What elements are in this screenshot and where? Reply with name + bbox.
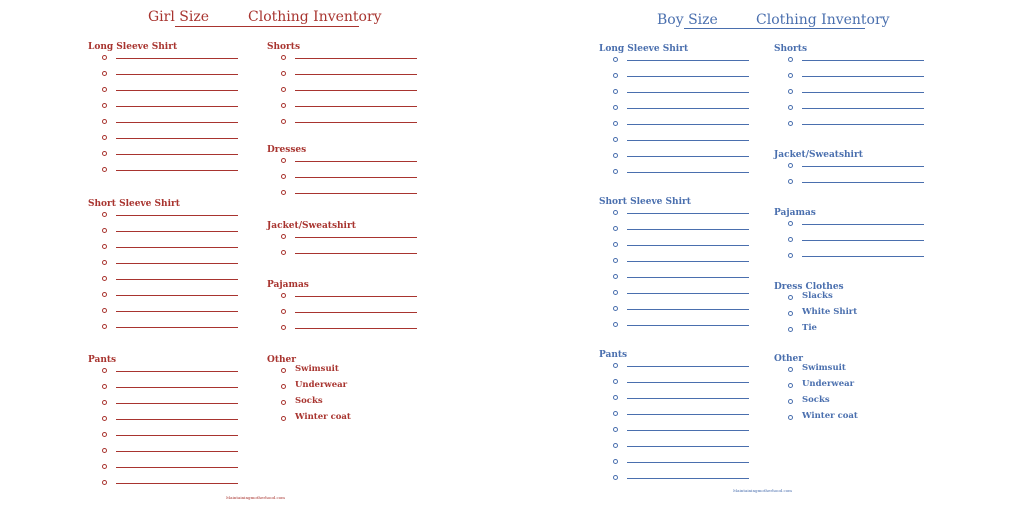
hollow-circle-icon: [281, 250, 286, 255]
write-in-line[interactable]: [627, 325, 749, 326]
write-in-line[interactable]: [627, 366, 749, 367]
hollow-circle-icon: [613, 395, 618, 400]
boy-section-pajamas: [774, 207, 816, 267]
hollow-circle-icon: [613, 459, 618, 464]
hollow-circle-icon: [613, 427, 618, 432]
hollow-circle-icon: [788, 399, 793, 404]
write-in-line[interactable]: [802, 166, 924, 167]
list-item: [774, 251, 816, 267]
write-in-line[interactable]: [116, 138, 238, 139]
boy-section-pants: [599, 349, 627, 489]
list-item: [774, 71, 807, 87]
list-item: [599, 55, 688, 71]
section-title: Other: [774, 354, 804, 364]
girl-section-dresses: [267, 144, 306, 204]
item-label: Slacks: [802, 291, 833, 301]
boy-inventory-title: Clothing Inventory: [756, 12, 890, 28]
list-item: [267, 248, 356, 264]
list-item: [267, 412, 351, 430]
write-in-line[interactable]: [116, 467, 238, 468]
hollow-circle-icon: [788, 105, 793, 110]
hollow-circle-icon: [281, 174, 286, 179]
hollow-circle-icon: [281, 158, 286, 163]
list-item: [774, 395, 830, 413]
write-in-line[interactable]: [116, 327, 238, 328]
write-in-line[interactable]: [802, 256, 924, 257]
hollow-circle-icon: [281, 309, 286, 314]
list-item: [88, 366, 116, 382]
write-in-line[interactable]: [802, 60, 924, 61]
write-in-line[interactable]: [627, 229, 749, 230]
hollow-circle-icon: [102, 260, 107, 265]
list-item: [774, 103, 807, 119]
list-item: [88, 446, 116, 462]
girl-section-pants: [88, 354, 116, 494]
list-item: [599, 135, 688, 151]
hollow-circle-icon: [613, 89, 618, 94]
hollow-circle-icon: [613, 379, 618, 384]
list-item: [774, 177, 863, 193]
section-title: Dresses: [267, 145, 307, 155]
list-item: [88, 101, 177, 117]
hollow-circle-icon: [281, 325, 286, 330]
section-title: Long Sleeve Shirt: [88, 42, 178, 52]
write-in-line[interactable]: [295, 253, 417, 254]
write-in-line[interactable]: [802, 124, 924, 125]
write-in-line[interactable]: [627, 92, 749, 93]
write-in-line[interactable]: [295, 106, 417, 107]
hollow-circle-icon: [102, 324, 107, 329]
list-item: [267, 53, 300, 69]
list-item: [774, 363, 846, 381]
list-item: [88, 69, 177, 85]
write-in-line[interactable]: [116, 215, 238, 216]
hollow-circle-icon: [102, 368, 107, 373]
section-title: Shorts: [774, 44, 808, 54]
hollow-circle-icon: [788, 221, 793, 226]
list-item: [599, 304, 691, 320]
write-in-line[interactable]: [116, 90, 238, 91]
hollow-circle-icon: [613, 306, 618, 311]
hollow-circle-icon: [102, 212, 107, 217]
hollow-circle-icon: [102, 448, 107, 453]
write-in-line[interactable]: [116, 154, 238, 155]
write-in-line[interactable]: [802, 76, 924, 77]
hollow-circle-icon: [788, 253, 793, 258]
list-item: [88, 462, 116, 478]
list-item: [267, 396, 323, 414]
list-item: [88, 414, 116, 430]
hollow-circle-icon: [788, 163, 793, 168]
list-item: [267, 188, 306, 204]
hollow-circle-icon: [102, 55, 107, 60]
write-in-line[interactable]: [116, 247, 238, 248]
hollow-circle-icon: [102, 464, 107, 469]
list-item: [599, 425, 627, 441]
write-in-line[interactable]: [627, 309, 749, 310]
hollow-circle-icon: [613, 137, 618, 142]
section-title: Pajamas: [267, 280, 309, 290]
write-in-line[interactable]: [116, 295, 238, 296]
write-in-line[interactable]: [116, 311, 238, 312]
list-item: [599, 272, 691, 288]
hollow-circle-icon: [788, 295, 793, 300]
list-item: [599, 224, 691, 240]
hollow-circle-icon: [102, 167, 107, 172]
hollow-circle-icon: [281, 293, 286, 298]
list-item: [88, 242, 180, 258]
hollow-circle-icon: [788, 311, 793, 316]
hollow-circle-icon: [613, 121, 618, 126]
item-label: Swimsuit: [802, 363, 846, 373]
write-in-line[interactable]: [627, 261, 749, 262]
write-in-line[interactable]: [627, 172, 749, 173]
write-in-line[interactable]: [295, 177, 417, 178]
section-title: Pajamas: [774, 208, 816, 218]
list-item: [599, 87, 688, 103]
section-title: Short Sleeve Shirt: [88, 199, 180, 209]
boy-size-title: Boy Size: [657, 12, 718, 28]
list-item: [599, 393, 627, 409]
girl-header: [0, 0, 512, 40]
write-in-line[interactable]: [627, 414, 749, 415]
write-in-line[interactable]: [295, 122, 417, 123]
list-item: [599, 151, 688, 167]
write-in-line[interactable]: [116, 419, 238, 420]
hollow-circle-icon: [281, 190, 286, 195]
hollow-circle-icon: [102, 384, 107, 389]
boy-section-long-sleeve: [599, 43, 688, 183]
list-item: [88, 149, 177, 165]
boy-inventory-sheet: [512, 0, 1024, 512]
list-item: [88, 85, 177, 101]
list-item: [88, 478, 116, 494]
list-item: [88, 133, 177, 149]
list-item: [88, 165, 177, 181]
list-item: [774, 235, 816, 251]
list-item: [599, 473, 627, 489]
write-in-line[interactable]: [295, 312, 417, 313]
write-in-line[interactable]: [295, 237, 417, 238]
list-item: [267, 323, 309, 339]
write-in-line[interactable]: [116, 451, 238, 452]
write-in-line[interactable]: [627, 124, 749, 125]
write-in-line[interactable]: [627, 277, 749, 278]
list-item: [267, 364, 339, 382]
hollow-circle-icon: [102, 308, 107, 313]
write-in-line[interactable]: [295, 90, 417, 91]
item-label: White Shirt: [802, 307, 858, 317]
hollow-circle-icon: [102, 244, 107, 249]
write-in-line[interactable]: [627, 213, 749, 214]
hollow-circle-icon: [613, 242, 618, 247]
list-item: [774, 161, 863, 177]
write-in-line[interactable]: [802, 224, 924, 225]
list-item: [599, 361, 627, 377]
hollow-circle-icon: [102, 151, 107, 156]
list-item: [267, 172, 306, 188]
write-in-line[interactable]: [627, 293, 749, 294]
item-label: Tie: [802, 323, 817, 333]
hollow-circle-icon: [788, 73, 793, 78]
write-in-line[interactable]: [116, 403, 238, 404]
hollow-circle-icon: [788, 415, 793, 420]
item-label: Winter coat: [802, 411, 858, 421]
write-in-line[interactable]: [627, 140, 749, 141]
write-in-line[interactable]: [295, 296, 417, 297]
hollow-circle-icon: [102, 228, 107, 233]
write-in-line[interactable]: [627, 446, 749, 447]
hollow-circle-icon: [613, 57, 618, 62]
list-item: [599, 256, 691, 272]
write-in-line[interactable]: [295, 74, 417, 75]
write-in-line[interactable]: [627, 478, 749, 479]
list-item: [599, 208, 691, 224]
list-item: [599, 288, 691, 304]
girl-footer: Maintainingmotherhood.com: [226, 495, 285, 500]
write-in-line[interactable]: [116, 483, 238, 484]
hollow-circle-icon: [613, 226, 618, 231]
list-item: [774, 219, 816, 235]
hollow-circle-icon: [102, 276, 107, 281]
item-label: Socks: [802, 395, 830, 405]
list-item: [599, 240, 691, 256]
write-in-line[interactable]: [802, 240, 924, 241]
hollow-circle-icon: [788, 383, 793, 388]
list-item: [267, 117, 300, 133]
write-in-line[interactable]: [627, 60, 749, 61]
write-in-line[interactable]: [116, 122, 238, 123]
list-item: [599, 377, 627, 393]
hollow-circle-icon: [102, 292, 107, 297]
list-item: [599, 103, 688, 119]
hollow-circle-icon: [281, 416, 286, 421]
hollow-circle-icon: [102, 119, 107, 124]
write-in-line[interactable]: [295, 328, 417, 329]
write-in-line[interactable]: [116, 263, 238, 264]
write-in-line[interactable]: [116, 435, 238, 436]
list-item: [267, 380, 348, 398]
list-item: [88, 274, 180, 290]
girl-size-title: Girl Size: [148, 9, 210, 25]
section-title: Jacket/Sweatshirt: [774, 150, 863, 160]
list-item: [267, 307, 309, 323]
item-label: Socks: [295, 396, 323, 406]
hollow-circle-icon: [613, 443, 618, 448]
hollow-circle-icon: [788, 57, 793, 62]
list-item: [774, 87, 807, 103]
list-item: [88, 258, 180, 274]
item-label: Underwear: [295, 380, 348, 390]
list-item: [774, 379, 855, 397]
list-item: [774, 119, 807, 135]
girl-section-long-sleeve: [88, 41, 177, 181]
list-item: [599, 457, 627, 473]
hollow-circle-icon: [788, 237, 793, 242]
hollow-circle-icon: [102, 135, 107, 140]
list-item: [774, 411, 858, 429]
list-item: [267, 85, 300, 101]
item-label: Swimsuit: [295, 364, 339, 374]
hollow-circle-icon: [613, 105, 618, 110]
girl-section-pajamas: [267, 279, 309, 339]
list-item: [88, 306, 180, 322]
girl-inventory-title: Clothing Inventory: [248, 9, 382, 25]
hollow-circle-icon: [613, 411, 618, 416]
boy-header: [512, 0, 1024, 40]
write-in-line[interactable]: [627, 430, 749, 431]
boy-section-jacket: [774, 149, 863, 193]
section-title: Long Sleeve Shirt: [599, 44, 689, 54]
hollow-circle-icon: [613, 169, 618, 174]
section-title: Short Sleeve Shirt: [599, 197, 691, 207]
section-title: Pants: [599, 350, 628, 360]
hollow-circle-icon: [102, 480, 107, 485]
list-item: [599, 119, 688, 135]
boy-section-other: [774, 353, 858, 429]
write-in-line[interactable]: [627, 462, 749, 463]
write-in-line[interactable]: [295, 161, 417, 162]
list-item: [88, 382, 116, 398]
write-in-line[interactable]: [116, 387, 238, 388]
section-title: Jacket/Sweatshirt: [267, 221, 356, 231]
hollow-circle-icon: [281, 368, 286, 373]
list-item: [88, 430, 116, 446]
hollow-circle-icon: [102, 71, 107, 76]
boy-section-shorts: [774, 43, 807, 135]
item-label: Winter coat: [295, 412, 351, 422]
hollow-circle-icon: [281, 103, 286, 108]
hollow-circle-icon: [281, 119, 286, 124]
list-item: [599, 320, 691, 336]
list-item: [88, 398, 116, 414]
list-item: [267, 156, 306, 172]
hollow-circle-icon: [613, 322, 618, 327]
list-item: [774, 55, 807, 71]
item-label: Underwear: [802, 379, 855, 389]
list-item: [88, 226, 180, 242]
hollow-circle-icon: [102, 103, 107, 108]
boy-section-dress-clothes: [774, 281, 858, 341]
write-in-line[interactable]: [627, 382, 749, 383]
hollow-circle-icon: [613, 363, 618, 368]
write-in-line[interactable]: [802, 182, 924, 183]
list-item: [88, 210, 180, 226]
section-title: Pants: [88, 355, 117, 365]
section-title: Dress Clothes: [774, 282, 844, 292]
hollow-circle-icon: [613, 274, 618, 279]
hollow-circle-icon: [613, 153, 618, 158]
hollow-circle-icon: [281, 87, 286, 92]
write-in-line[interactable]: [116, 231, 238, 232]
hollow-circle-icon: [613, 290, 618, 295]
hollow-circle-icon: [281, 384, 286, 389]
list-item: [774, 325, 844, 341]
hollow-circle-icon: [613, 73, 618, 78]
write-in-line[interactable]: [627, 245, 749, 246]
write-in-line[interactable]: [802, 92, 924, 93]
boy-footer: Maintainingmotherhood.com: [733, 488, 792, 493]
list-item: [267, 291, 309, 307]
girl-section-jacket: [267, 220, 356, 264]
hollow-circle-icon: [613, 258, 618, 263]
write-in-line[interactable]: [116, 58, 238, 59]
section-title: Shorts: [267, 42, 301, 52]
write-in-line[interactable]: [627, 156, 749, 157]
list-item: [599, 167, 688, 183]
hollow-circle-icon: [788, 89, 793, 94]
list-item: [88, 322, 180, 338]
list-item: [267, 101, 300, 117]
write-in-line[interactable]: [116, 74, 238, 75]
write-in-line[interactable]: [116, 371, 238, 372]
write-in-line[interactable]: [802, 108, 924, 109]
hollow-circle-icon: [788, 179, 793, 184]
list-item: [88, 117, 177, 133]
write-in-line[interactable]: [295, 193, 417, 194]
write-in-line[interactable]: [627, 108, 749, 109]
list-item: [267, 232, 356, 248]
hollow-circle-icon: [281, 234, 286, 239]
girl-section-short-sleeve: [88, 198, 180, 338]
hollow-circle-icon: [102, 416, 107, 421]
hollow-circle-icon: [788, 121, 793, 126]
list-item: [88, 53, 177, 69]
hollow-circle-icon: [613, 475, 618, 480]
write-in-line[interactable]: [116, 106, 238, 107]
list-item: [599, 71, 688, 87]
hollow-circle-icon: [788, 327, 793, 332]
write-in-line[interactable]: [627, 398, 749, 399]
list-item: [267, 69, 300, 85]
list-item: [599, 441, 627, 457]
hollow-circle-icon: [102, 432, 107, 437]
hollow-circle-icon: [281, 71, 286, 76]
section-title: Other: [267, 355, 297, 365]
write-in-line[interactable]: [116, 279, 238, 280]
hollow-circle-icon: [613, 210, 618, 215]
girl-header-underline: [175, 26, 359, 27]
hollow-circle-icon: [281, 55, 286, 60]
list-item: [599, 409, 627, 425]
hollow-circle-icon: [788, 367, 793, 372]
hollow-circle-icon: [102, 87, 107, 92]
write-in-line[interactable]: [116, 170, 238, 171]
hollow-circle-icon: [102, 400, 107, 405]
write-in-line[interactable]: [627, 76, 749, 77]
girl-section-shorts: [267, 41, 300, 133]
hollow-circle-icon: [281, 400, 286, 405]
girl-section-other: [267, 354, 351, 430]
list-item: [88, 290, 180, 306]
boy-header-underline: [684, 28, 865, 29]
boy-section-short-sleeve: [599, 196, 691, 336]
write-in-line[interactable]: [295, 58, 417, 59]
